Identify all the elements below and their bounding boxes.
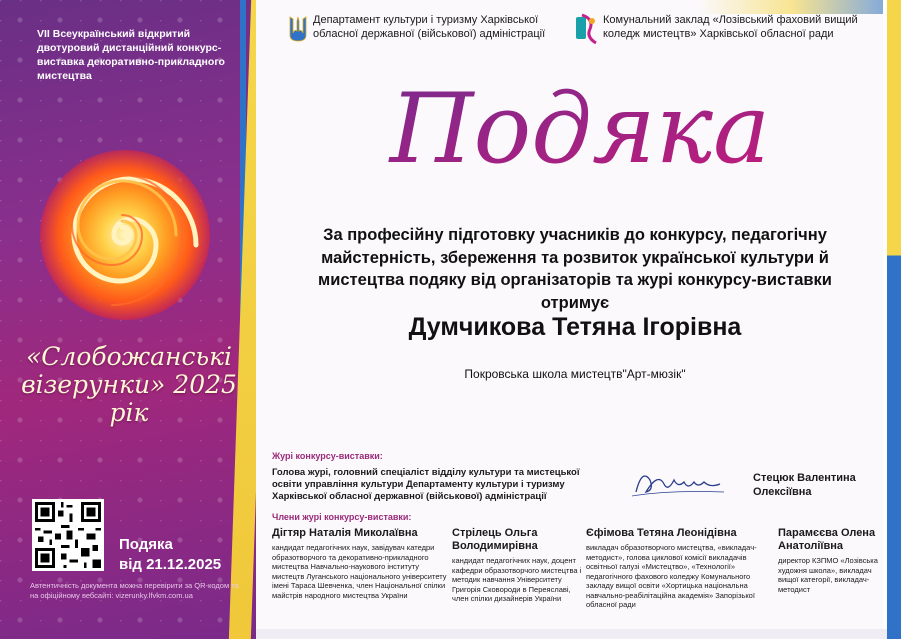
verification-note: Автентичність документа можна перевірити за QR-кодом та на офіційному вебсайті: vizerunky.lfvkm.com.ua xyxy=(30,581,239,600)
heading-text: Подяка xyxy=(389,73,771,185)
org-college: Комунальний заклад «Лозівський фаховий вищий коледж мистецтв» Харківської обласної ради xyxy=(603,14,858,40)
left-decorative-panel xyxy=(0,0,256,639)
thanks-intro-text: За професійну підготовку учасників до конкурсу, педагогічну майстерність, збереження та розвиток української культури й мистецтва подяку від організаторів та журі конкурсу-виставки отримує xyxy=(318,226,832,312)
college-logo-icon xyxy=(574,13,600,45)
jury-member xyxy=(452,527,582,604)
jury-member xyxy=(272,527,447,600)
recipient-school: Покровська школа мистецтв"Арт-мюзік" xyxy=(464,367,686,381)
jury-member-name: Дігтяр Наталія Миколаївна xyxy=(272,527,418,539)
jury-member xyxy=(586,527,771,610)
jury-chair-title: Голова журі, головний спеціаліст відділу культури та мистецької освіти управління культури Департаменту культури і туризму Харківської обласної державної (військової) адміністрації xyxy=(272,467,580,502)
bottom-ribbon xyxy=(256,629,887,639)
trident-emblem-icon xyxy=(288,15,308,43)
jury-member xyxy=(778,527,893,594)
fire-swirl-emblem xyxy=(22,135,222,335)
recipient-name: Думчикова Тетяна Ігорівна xyxy=(408,313,742,341)
members-label: Члени журі конкурсу-виставки: xyxy=(272,512,412,522)
org-department: Департамент культури і туризму Харківської обласної державної (військової) адміністрації xyxy=(313,14,546,40)
thanks-date: від 21.12.2025 xyxy=(119,556,222,573)
exhibition-name: «Слобожанські візерунки» 2025 рік xyxy=(21,342,237,427)
jury-member-desc: кандидат педагогічних наук, завідувач катедри образотворчого та декоративно-прикладного мистецтва Навчально-наукового інституту мистецтв Луганського національного університету імені Тараса Шевченка, член Національної спілки майстрів народного мистецтва України xyxy=(272,543,447,600)
signature xyxy=(628,462,728,502)
jury-member-name: Парамєєва Олена Анатоліївна xyxy=(778,527,876,552)
top-ribbon xyxy=(256,0,887,14)
jury-chair-name: Стецюк Валентина Олексіївна xyxy=(753,472,856,498)
jury-member-desc: кандидат педагогічних наук, доцент кафедри образотворчого мистецтва і методик навчання Університету Григорія Сковороди в Переяславі, член спілки дизайнерів України xyxy=(452,556,582,603)
jury-member-desc: викладач образотворчого мистецтва, «викладач-методист», голова циклової комісії викладачів освітньої галузі «Мистецтво», «Технології» педагогічного фахового коледжу Комунального закладу вищої освіти «Хортицька національна навчально-реабілітаційна академія» Запорізької обласної ради xyxy=(586,543,757,609)
thanks-label: Подяка xyxy=(119,536,173,553)
jury-member-desc: директор КЗПМО «Лозівська художня школа», викладач вищої категорії, викладач-методист xyxy=(778,556,878,594)
jury-member-name: Єфімова Тетяна Леонідівна xyxy=(586,527,737,539)
jury-member-name: Стрілець Ольга Володимирівна xyxy=(452,527,538,552)
main-heading xyxy=(360,62,800,202)
jury-label: Журі конкурсу-виставки: xyxy=(272,451,383,461)
contest-title: VII Всеукраїнський відкритий двотуровий дистанційний конкурс-виставка декоративно-прикладного мистецтва xyxy=(37,28,225,82)
qr-code[interactable] xyxy=(32,499,104,571)
